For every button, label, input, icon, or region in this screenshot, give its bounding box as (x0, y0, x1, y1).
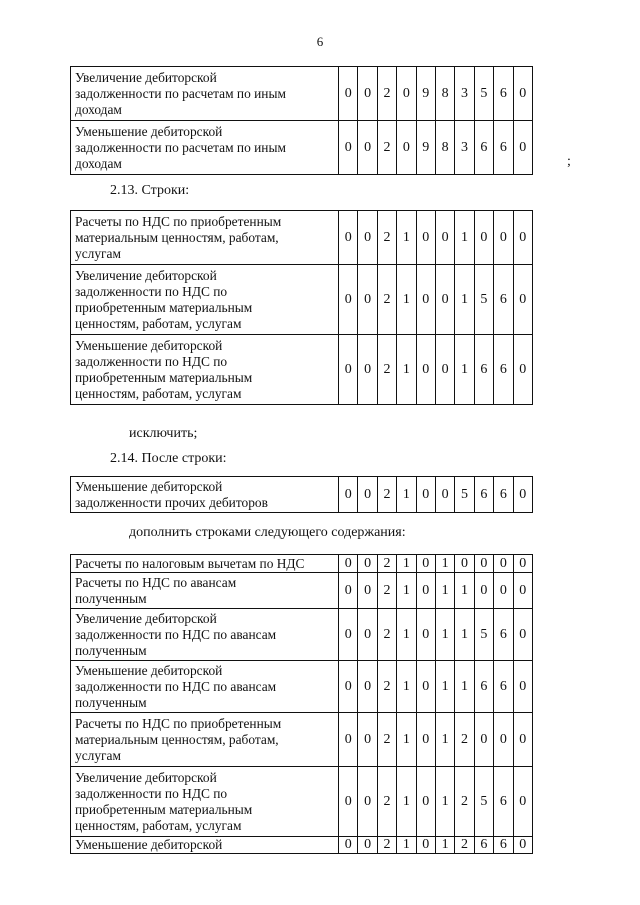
code-digit-cell: 0 (435, 265, 454, 335)
row-name-line: Увеличение дебиторской (75, 69, 217, 85)
table-section-c (70, 476, 533, 513)
code-digit-cell: 5 (474, 767, 493, 837)
code-digit-cell: 0 (339, 609, 358, 661)
code-digit-cell: 1 (455, 573, 474, 609)
code-digit-cell: 0 (339, 767, 358, 837)
code-digit-cell: 1 (397, 335, 416, 405)
code-digit-cell: 1 (397, 211, 416, 265)
code-digit-cell: 0 (474, 713, 493, 767)
code-digit-cell: 0 (416, 713, 435, 767)
row-name-line: ценностям, работам, услугам (75, 817, 242, 833)
code-digit-cell: 0 (416, 477, 435, 513)
row-name-line: Уменьшение дебиторской (75, 837, 223, 852)
trailing-semicolon: ; (567, 154, 571, 169)
code-digit-cell: 8 (435, 121, 454, 175)
code-digit-cell: 0 (513, 713, 532, 767)
code-digit-cell: 1 (397, 609, 416, 661)
code-digit-cell: 2 (377, 573, 396, 609)
add-text: дополнить строками следующего содержания: (129, 525, 406, 540)
row-name-line: Расчеты по НДС по приобретенным (75, 213, 282, 229)
code-digit-cell: 1 (435, 609, 454, 661)
code-digit-cell: 6 (494, 265, 513, 335)
code-digit-cell: 6 (494, 767, 513, 837)
row-name-line: задолженности по расчетам по иным (75, 139, 286, 155)
row-name-line: Увеличение дебиторской (75, 267, 217, 283)
code-digit-cell: 0 (358, 573, 377, 609)
row-name-line: ценностям, работам, услугам (75, 315, 242, 331)
code-digit-cell: 0 (513, 265, 532, 335)
code-digit-cell: 1 (435, 837, 454, 854)
code-digit-cell: 0 (513, 837, 532, 854)
code-digit-cell: 0 (513, 609, 532, 661)
exclude-text: исключить; (129, 426, 198, 441)
code-digit-cell: 0 (358, 837, 377, 854)
code-digit-cell: 1 (397, 661, 416, 713)
row-name-line: полученным (75, 642, 147, 658)
code-digit-cell: 2 (377, 211, 396, 265)
code-digit-cell: 2 (377, 609, 396, 661)
code-digit-cell: 1 (435, 767, 454, 837)
row-name-line: услугам (75, 747, 121, 763)
code-digit-cell: 0 (513, 67, 532, 121)
code-digit-cell: 3 (455, 121, 474, 175)
table-row (71, 837, 533, 854)
row-name-line: задолженности по НДС по авансам (75, 678, 277, 694)
code-digit-cell: 2 (455, 837, 474, 854)
row-name-line: приобретенным материальным (75, 801, 253, 817)
code-digit-cell: 1 (435, 573, 454, 609)
row-name-line: задолженности прочих дебиторов (75, 494, 268, 510)
row-name-cell (71, 67, 339, 121)
row-name-cell (71, 661, 339, 713)
row-name-line: Уменьшение дебиторской (75, 337, 223, 353)
code-digit-cell: 6 (474, 121, 493, 175)
code-digit-cell: 0 (416, 335, 435, 405)
table-row (71, 335, 533, 405)
code-digit-cell: 1 (397, 265, 416, 335)
row-name-line: полученным (75, 590, 147, 606)
row-name-cell (71, 555, 339, 573)
row-name-cell (71, 713, 339, 767)
code-digit-cell: 0 (416, 573, 435, 609)
code-digit-cell: 0 (339, 555, 358, 573)
row-name-line: приобретенным материальным (75, 369, 253, 385)
code-digit-cell: 1 (397, 477, 416, 513)
code-digit-cell: 0 (358, 265, 377, 335)
code-digit-cell: 6 (494, 837, 513, 854)
row-name-line: полученным (75, 694, 147, 710)
row-name-line: Расчеты по налоговым вычетам по НДС (75, 555, 305, 571)
code-digit-cell: 6 (494, 661, 513, 713)
table-row (71, 265, 533, 335)
code-digit-cell: 2 (377, 265, 396, 335)
code-digit-cell: 1 (397, 837, 416, 854)
code-digit-cell: 9 (416, 67, 435, 121)
code-digit-cell: 2 (377, 661, 396, 713)
code-digit-cell: 6 (494, 335, 513, 405)
row-name-line: приобретенным материальным (75, 299, 253, 315)
code-digit-cell: 6 (474, 837, 493, 854)
code-digit-cell: 0 (358, 609, 377, 661)
code-digit-cell: 0 (339, 837, 358, 854)
code-digit-cell: 0 (416, 767, 435, 837)
code-digit-cell: 1 (397, 767, 416, 837)
code-digit-cell: 2 (377, 335, 396, 405)
table-row (71, 767, 533, 837)
code-digit-cell: 0 (397, 67, 416, 121)
code-digit-cell: 0 (339, 713, 358, 767)
code-digit-cell: 0 (358, 477, 377, 513)
row-name-line: задолженности по НДС по (75, 353, 228, 369)
code-digit-cell: 0 (474, 555, 493, 573)
code-digit-cell: 2 (377, 477, 396, 513)
code-digit-cell: 5 (474, 265, 493, 335)
code-digit-cell: 0 (494, 713, 513, 767)
code-digit-cell: 0 (358, 661, 377, 713)
code-digit-cell: 3 (455, 67, 474, 121)
code-digit-cell: 0 (494, 211, 513, 265)
table-row (71, 661, 533, 713)
row-name-line: задолженности по расчетам по иным (75, 85, 286, 101)
code-digit-cell: 0 (339, 265, 358, 335)
code-digit-cell: 0 (339, 335, 358, 405)
code-digit-cell: 0 (397, 121, 416, 175)
code-digit-cell: 0 (339, 211, 358, 265)
code-digit-cell: 0 (358, 211, 377, 265)
table-row (71, 477, 533, 513)
code-digit-cell: 6 (494, 121, 513, 175)
code-digit-cell: 0 (416, 211, 435, 265)
row-name-cell (71, 265, 339, 335)
code-digit-cell: 1 (455, 211, 474, 265)
code-digit-cell: 1 (435, 661, 454, 713)
code-digit-cell: 1 (455, 609, 474, 661)
code-digit-cell: 2 (455, 713, 474, 767)
code-digit-cell: 1 (455, 265, 474, 335)
code-digit-cell: 0 (358, 67, 377, 121)
row-name-line: Расчеты по НДС по приобретенным (75, 715, 282, 731)
code-digit-cell: 1 (397, 573, 416, 609)
code-digit-cell: 0 (455, 555, 474, 573)
row-name-cell (71, 335, 339, 405)
code-digit-cell: 0 (358, 767, 377, 837)
code-digit-cell: 0 (416, 837, 435, 854)
row-name-cell (71, 211, 339, 265)
code-digit-cell: 0 (513, 335, 532, 405)
row-name-line: доходам (75, 101, 122, 117)
table-row (71, 211, 533, 265)
heading-2-14: 2.14. После строки: (110, 451, 227, 466)
code-digit-cell: 6 (474, 661, 493, 713)
code-digit-cell: 0 (474, 573, 493, 609)
code-digit-cell: 0 (358, 335, 377, 405)
code-digit-cell: 0 (339, 477, 358, 513)
code-digit-cell: 1 (455, 661, 474, 713)
code-digit-cell: 0 (513, 573, 532, 609)
code-digit-cell: 2 (377, 555, 396, 573)
code-digit-cell: 0 (435, 211, 454, 265)
table-row (71, 555, 533, 573)
row-name-cell (71, 837, 339, 854)
code-digit-cell: 0 (513, 121, 532, 175)
code-digit-cell: 0 (339, 661, 358, 713)
code-digit-cell: 0 (358, 555, 377, 573)
row-name-line: ценностям, работам, услугам (75, 385, 242, 401)
table-row (71, 121, 533, 175)
code-digit-cell: 0 (416, 265, 435, 335)
row-name-cell (71, 767, 339, 837)
code-digit-cell: 1 (397, 555, 416, 573)
code-digit-cell: 1 (397, 713, 416, 767)
row-name-line: Уменьшение дебиторской (75, 662, 223, 678)
code-digit-cell: 0 (513, 211, 532, 265)
page-number: 6 (316, 34, 324, 49)
row-name-line: Увеличение дебиторской (75, 610, 217, 626)
row-name-line: доходам (75, 155, 122, 171)
code-digit-cell: 0 (339, 121, 358, 175)
row-name-cell (71, 121, 339, 175)
code-digit-cell: 6 (494, 67, 513, 121)
row-name-cell (71, 573, 339, 609)
code-digit-cell: 0 (358, 121, 377, 175)
code-digit-cell: 6 (474, 335, 493, 405)
code-digit-cell: 1 (435, 713, 454, 767)
table-row (71, 609, 533, 661)
code-digit-cell: 0 (513, 767, 532, 837)
heading-2-13: 2.13. Строки: (110, 183, 190, 198)
table-row (71, 713, 533, 767)
code-digit-cell: 6 (474, 477, 493, 513)
code-digit-cell: 2 (455, 767, 474, 837)
code-digit-cell: 2 (377, 713, 396, 767)
code-digit-cell: 8 (435, 67, 454, 121)
row-name-line: Расчеты по НДС по авансам (75, 574, 237, 590)
code-digit-cell: 0 (494, 573, 513, 609)
code-digit-cell: 6 (494, 477, 513, 513)
row-name-line: задолженности по НДС по авансам (75, 626, 277, 642)
code-digit-cell: 0 (416, 661, 435, 713)
code-digit-cell: 0 (339, 573, 358, 609)
code-digit-cell: 5 (455, 477, 474, 513)
code-digit-cell: 0 (513, 477, 532, 513)
table-row (71, 573, 533, 609)
code-digit-cell: 5 (474, 609, 493, 661)
row-name-line: Увеличение дебиторской (75, 769, 217, 785)
code-digit-cell: 2 (377, 121, 396, 175)
code-digit-cell: 2 (377, 767, 396, 837)
code-digit-cell: 2 (377, 67, 396, 121)
code-digit-cell: 1 (435, 555, 454, 573)
code-digit-cell: 0 (358, 713, 377, 767)
table-row (71, 67, 533, 121)
code-digit-cell: 0 (474, 211, 493, 265)
code-digit-cell: 5 (474, 67, 493, 121)
code-digit-cell: 9 (416, 121, 435, 175)
row-name-line: материальным ценностям, работам, (75, 229, 279, 245)
code-digit-cell: 2 (377, 837, 396, 854)
row-name-line: Уменьшение дебиторской (75, 123, 223, 139)
code-digit-cell: 0 (416, 609, 435, 661)
row-name-line: услугам (75, 245, 121, 261)
code-digit-cell: 0 (513, 661, 532, 713)
code-digit-cell: 0 (494, 555, 513, 573)
code-digit-cell: 0 (416, 555, 435, 573)
row-name-line: задолженности по НДС по (75, 785, 228, 801)
code-digit-cell: 0 (513, 555, 532, 573)
table-section-b (70, 210, 533, 405)
code-digit-cell: 0 (339, 67, 358, 121)
row-name-cell (71, 609, 339, 661)
code-digit-cell: 1 (455, 335, 474, 405)
code-digit-cell: 0 (435, 335, 454, 405)
row-name-cell (71, 477, 339, 513)
row-name-line: материальным ценностям, работам, (75, 731, 279, 747)
code-digit-cell: 0 (435, 477, 454, 513)
code-digit-cell: 6 (494, 609, 513, 661)
table-section-d (70, 554, 533, 854)
row-name-line: Уменьшение дебиторской (75, 478, 223, 494)
table-section-a (70, 66, 533, 175)
row-name-line: задолженности по НДС по (75, 283, 228, 299)
